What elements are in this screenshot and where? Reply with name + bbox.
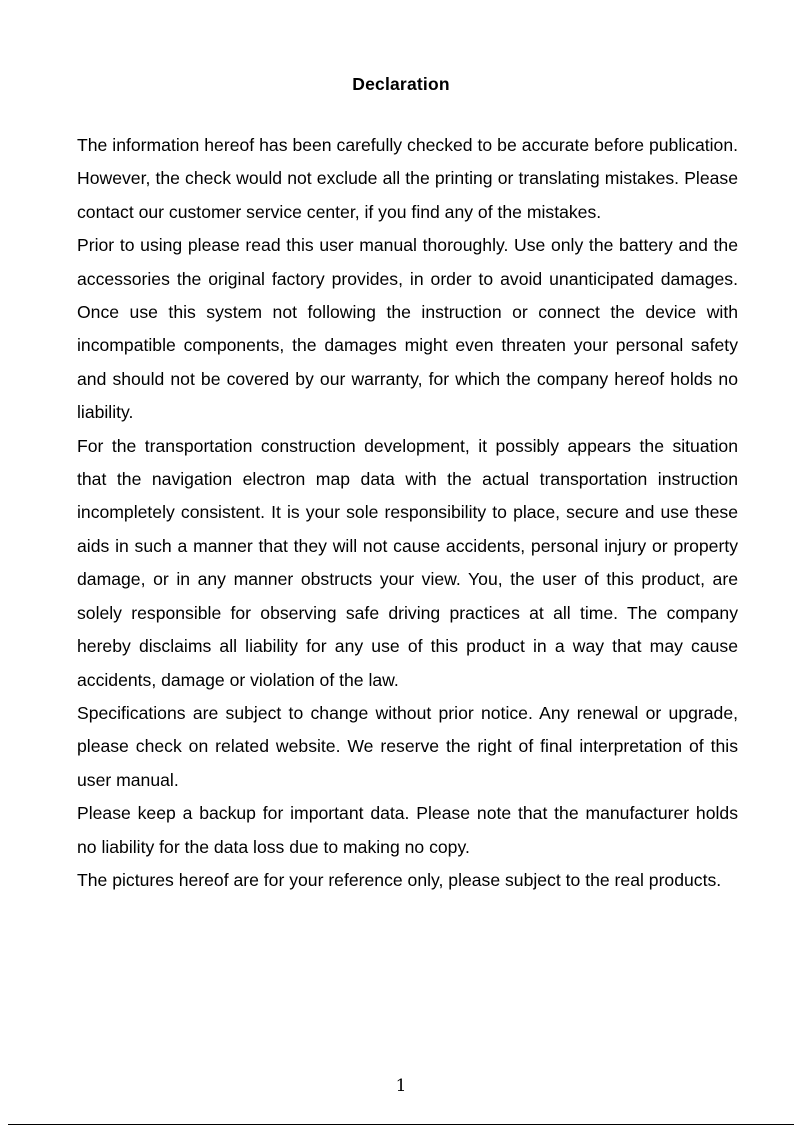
paragraph: Specifications are subject to change without prior notice. Any renewal or upgrade, please check on related website. We reserve the right of final interpretation of this user manual. [77, 702, 738, 790]
footer-divider [8, 1124, 794, 1125]
page-title: Declaration [352, 74, 450, 94]
paragraph: For the transportation construction development, it possibly appears the situation that the navigation electron map data with the actual transportation instruction incompletely consistent. It is your sole responsibility to place, secure and use these aids in such a manner that they will not cause accidents, personal injury or property damage, or in any manner obstructs your view. You, the user of this product, are solely responsible for observing safe driving practices at all time. The company hereby disclaims all liability for any use of this product in a way that may cause accidents, damage or violation of the law. [77, 435, 738, 690]
paragraph: Prior to using please read this user manual thoroughly. Use only the battery and the accessories the original factory provides, in order to avoid unanticipated damages. Once use this system not following the instruction or connect the device with incompatible components, the damages might even threaten your personal safety and should not be covered by our warranty, for which the company hereof holds no liability. [77, 235, 738, 423]
paragraph: Please keep a backup for important data. Please note that the manufacturer holds no liability for the data loss due to making no copy. [77, 803, 738, 857]
page-number: 1 [395, 1076, 407, 1096]
paragraph: The pictures hereof are for your reference only, please subject to the real products. [77, 869, 722, 890]
document-body [77, 129, 738, 897]
paragraph: The information hereof has been carefully checked to be accurate before publication. However, the check would not exclude all the printing or translating mistakes. Please contact our customer service center, if you find any of the mistakes. [77, 135, 738, 222]
